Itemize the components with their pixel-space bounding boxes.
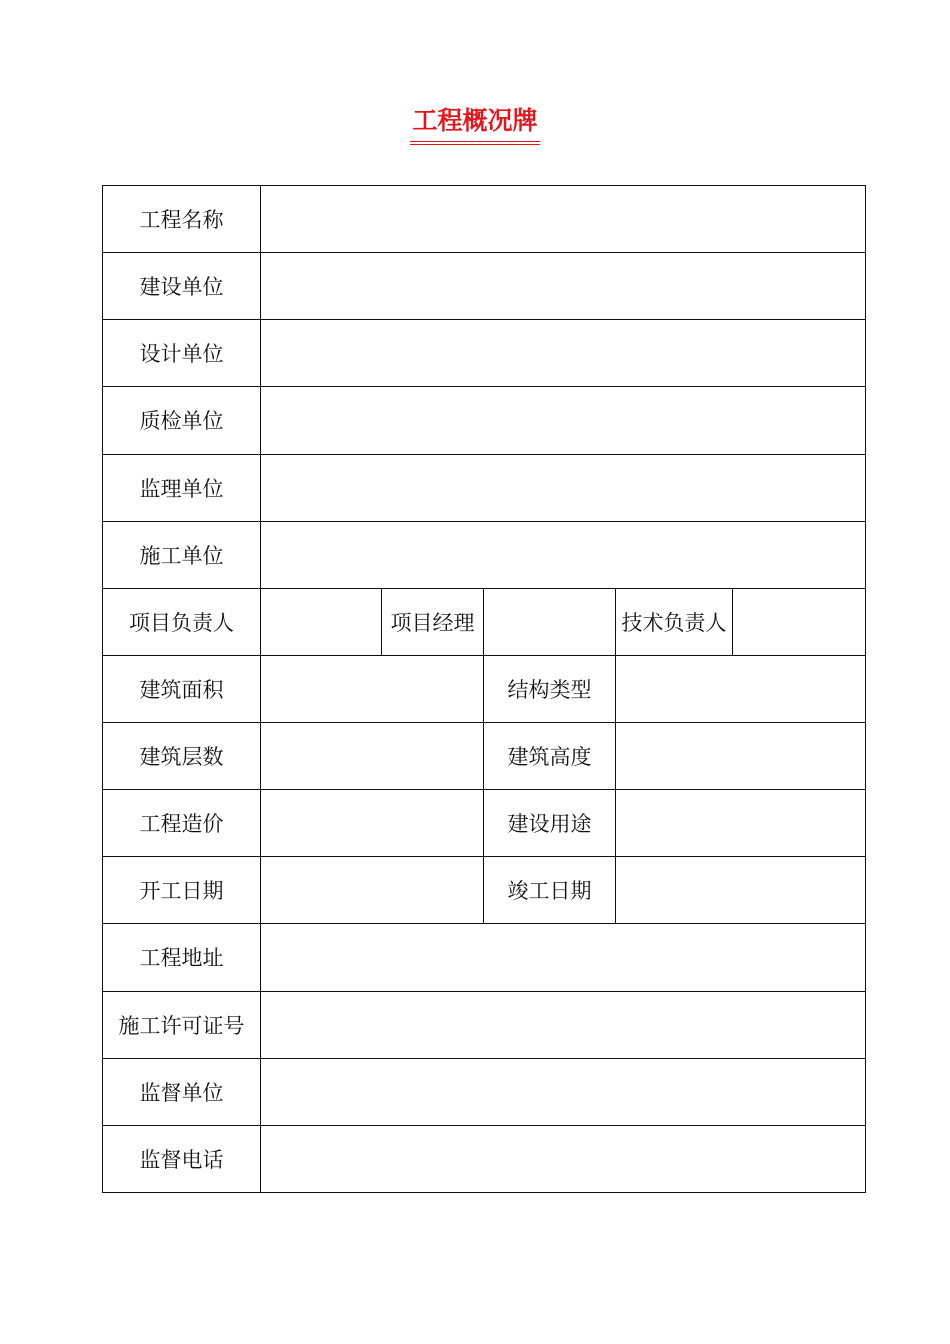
- value-building-height: [616, 723, 866, 790]
- label-project-cost: 工程造价: [103, 790, 261, 857]
- label-project-name: 工程名称: [103, 186, 261, 253]
- value-permit-number: [261, 991, 866, 1058]
- value-building-floors: [261, 723, 484, 790]
- label-supervision-unit: 监理单位: [103, 454, 261, 521]
- row-oversight-phone: [103, 1125, 866, 1192]
- value-oversight-unit: [261, 1058, 866, 1125]
- label-structure-type: 结构类型: [484, 655, 616, 722]
- label-building-area: 建筑面积: [103, 655, 261, 722]
- row-project-address: [103, 924, 866, 991]
- label-project-manager: 项目经理: [382, 588, 484, 655]
- page-title: 工程概况牌: [410, 104, 539, 145]
- row-design-unit: [103, 320, 866, 387]
- label-design-unit: 设计单位: [103, 320, 261, 387]
- row-project-name: [103, 186, 866, 253]
- row-cost-use: [103, 790, 866, 857]
- label-construction-unit: 建设单位: [103, 253, 261, 320]
- label-builder-unit: 施工单位: [103, 521, 261, 588]
- value-construction-unit: [261, 253, 866, 320]
- label-start-date: 开工日期: [103, 857, 261, 924]
- value-project-manager: [484, 588, 616, 655]
- row-supervision-unit: [103, 454, 866, 521]
- row-permit-number: [103, 991, 866, 1058]
- row-oversight-unit: [103, 1058, 866, 1125]
- label-oversight-unit: 监督单位: [103, 1058, 261, 1125]
- value-design-unit: [261, 320, 866, 387]
- label-quality-unit: 质检单位: [103, 387, 261, 454]
- label-project-leader: 项目负责人: [103, 588, 261, 655]
- label-building-height: 建筑高度: [484, 723, 616, 790]
- row-builder-unit: [103, 521, 866, 588]
- label-completion-date: 竣工日期: [484, 857, 616, 924]
- label-oversight-phone: 监督电话: [103, 1125, 261, 1192]
- value-project-name: [261, 186, 866, 253]
- label-permit-number: 施工许可证号: [103, 991, 261, 1058]
- project-overview-table: [102, 185, 866, 1193]
- value-oversight-phone: [261, 1125, 866, 1192]
- value-supervision-unit: [261, 454, 866, 521]
- row-leaders: [103, 588, 866, 655]
- value-building-use: [616, 790, 866, 857]
- label-building-floors: 建筑层数: [103, 723, 261, 790]
- value-project-cost: [261, 790, 484, 857]
- title-wrap: [0, 104, 950, 145]
- row-floors-height: [103, 723, 866, 790]
- value-structure-type: [616, 655, 866, 722]
- row-area-structure: [103, 655, 866, 722]
- value-building-area: [261, 655, 484, 722]
- row-quality-unit: [103, 387, 866, 454]
- label-building-use: 建设用途: [484, 790, 616, 857]
- value-start-date: [261, 857, 484, 924]
- value-quality-unit: [261, 387, 866, 454]
- value-project-address: [261, 924, 866, 991]
- value-builder-unit: [261, 521, 866, 588]
- label-tech-leader: 技术负责人: [616, 588, 733, 655]
- row-dates: [103, 857, 866, 924]
- value-project-leader: [261, 588, 382, 655]
- label-project-address: 工程地址: [103, 924, 261, 991]
- row-construction-unit: [103, 253, 866, 320]
- value-completion-date: [616, 857, 866, 924]
- value-tech-leader: [733, 588, 866, 655]
